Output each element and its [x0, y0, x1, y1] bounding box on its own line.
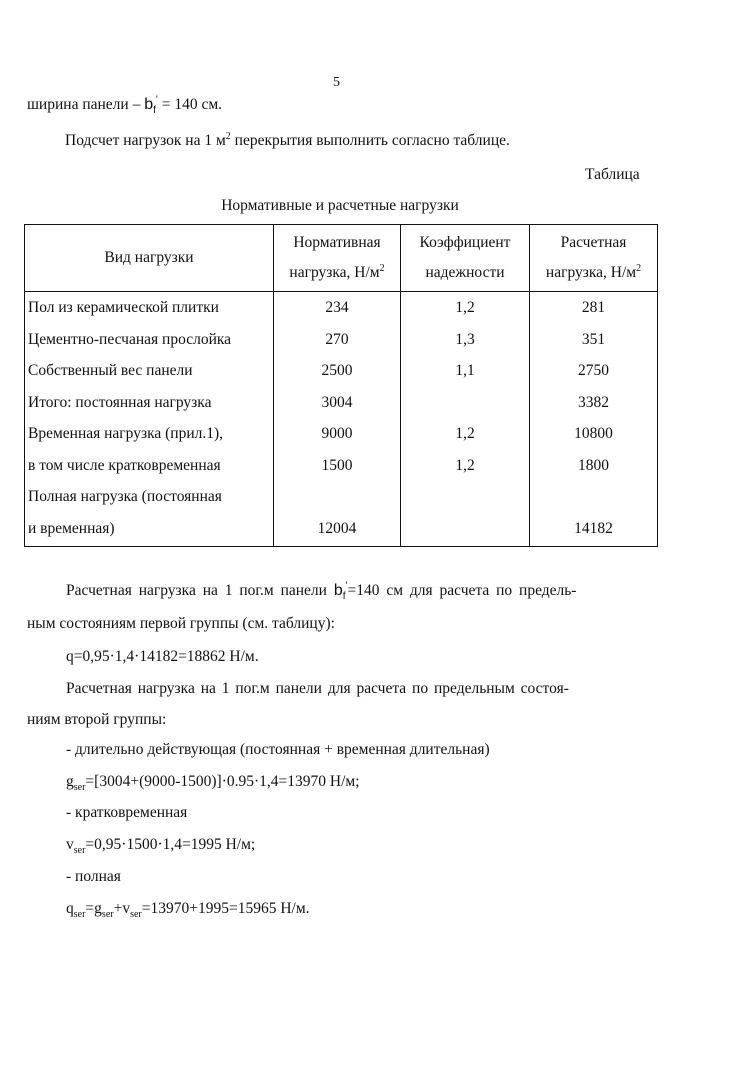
- header-factor: Коэффициент надежности: [401, 225, 530, 292]
- row-design: 3382: [530, 387, 658, 419]
- table-row: [25, 292, 658, 324]
- row-name: Собственный вес панели: [25, 355, 274, 387]
- table-row: [25, 450, 658, 482]
- table-row: [25, 418, 658, 450]
- long-term-label: - длительно действующая (постоянная + временная длительная): [66, 741, 490, 758]
- row-factor: 1,1: [401, 355, 530, 387]
- table-label: Таблица: [585, 166, 640, 183]
- total-normative: 12004: [274, 513, 401, 547]
- row-factor: 1,2: [401, 292, 530, 324]
- row-name: Итого: постоянная нагрузка: [25, 387, 274, 419]
- panel-width-value: = 140 см.: [157, 96, 223, 113]
- row-factor: 1,2: [401, 450, 530, 482]
- table-row-total-a: [25, 481, 658, 513]
- loads-table: [24, 224, 658, 547]
- body-paragraph-1: Расчетная нагрузка на 1 пог.м панели $b_f'=140$ см для расчета по предель-: [66, 580, 577, 603]
- row-name: Временная нагрузка (прил.1),: [25, 418, 274, 450]
- row-factor: [401, 387, 530, 419]
- row-normative: 1500: [274, 450, 401, 482]
- row-name: Цементно-песчаная прослойка: [25, 324, 274, 356]
- short-term-label: - кратковременная: [66, 804, 188, 821]
- formula-q: q=0,95·1,4·14182=18862 Н/м.: [66, 648, 259, 665]
- bf-symbol: $b_f'$: [144, 94, 158, 117]
- total-factor: [401, 513, 530, 547]
- table-row: [25, 355, 658, 387]
- row-factor: 1,2: [401, 418, 530, 450]
- row-design: 10800: [530, 418, 658, 450]
- full-label: - полная: [66, 868, 121, 885]
- table-row-total-b: [25, 513, 658, 547]
- row-normative: 270: [274, 324, 401, 356]
- row-normative: 234: [274, 292, 401, 324]
- table-row: [25, 387, 658, 419]
- total-name-line2: и временная): [25, 513, 274, 547]
- page-number: 5: [333, 75, 340, 90]
- bf-symbol: $b_f'$: [333, 580, 348, 603]
- row-normative: 2500: [274, 355, 401, 387]
- table-title: Нормативные и расчетные нагрузки: [221, 197, 459, 214]
- load-count-line: Подсчет нагрузок на 1 $м^2$ перекрытия выполнить согласно таблице.: [65, 130, 510, 149]
- row-design: 351: [530, 324, 658, 356]
- panel-width-text: ширина панели –: [27, 96, 145, 113]
- total-design: 14182: [530, 513, 658, 547]
- row-normative: 9000: [274, 418, 401, 450]
- panel-width-line: [27, 94, 223, 117]
- total-name-line1: Полная нагрузка (постоянная: [25, 481, 274, 513]
- table-row: [25, 324, 658, 356]
- header-normative: Нормативная нагрузка, $Н/м^2$: [274, 225, 401, 292]
- formula-q-ser: $q_{ser}=g_{ser}+v_{ser}=13970+1995=15965$ Н/м.: [66, 900, 310, 921]
- header-design: Расчетная нагрузка, $Н/м^2$: [530, 225, 658, 292]
- row-name: в том числе кратковременная: [25, 450, 274, 482]
- row-design: 1800: [530, 450, 658, 482]
- row-design: 281: [530, 292, 658, 324]
- body-paragraph-2: Расчетная нагрузка на 1 пог.м панели для расчета по предельным состоя-: [66, 680, 569, 697]
- row-normative: 3004: [274, 387, 401, 419]
- formula-g-ser: $g_{ser}=[3004+(9000-1500)]\cdot 0.95\cdot 1,4=13970$ Н/м;: [66, 773, 360, 794]
- row-design: 2750: [530, 355, 658, 387]
- row-factor: 1,3: [401, 324, 530, 356]
- table-header-row: [25, 225, 658, 292]
- header-load-type: Вид нагрузки: [25, 225, 274, 292]
- body-paragraph-2-cont: ниям второй группы:: [27, 711, 167, 728]
- formula-v-ser: $v_{ser}=0,95\cdot 1500\cdot 1,4=1995$ Н/м;: [66, 836, 256, 857]
- row-name: Пол из керамической плитки: [25, 292, 274, 324]
- body-paragraph-1-cont: ным состояниям первой группы (см. таблицу):: [27, 615, 335, 632]
